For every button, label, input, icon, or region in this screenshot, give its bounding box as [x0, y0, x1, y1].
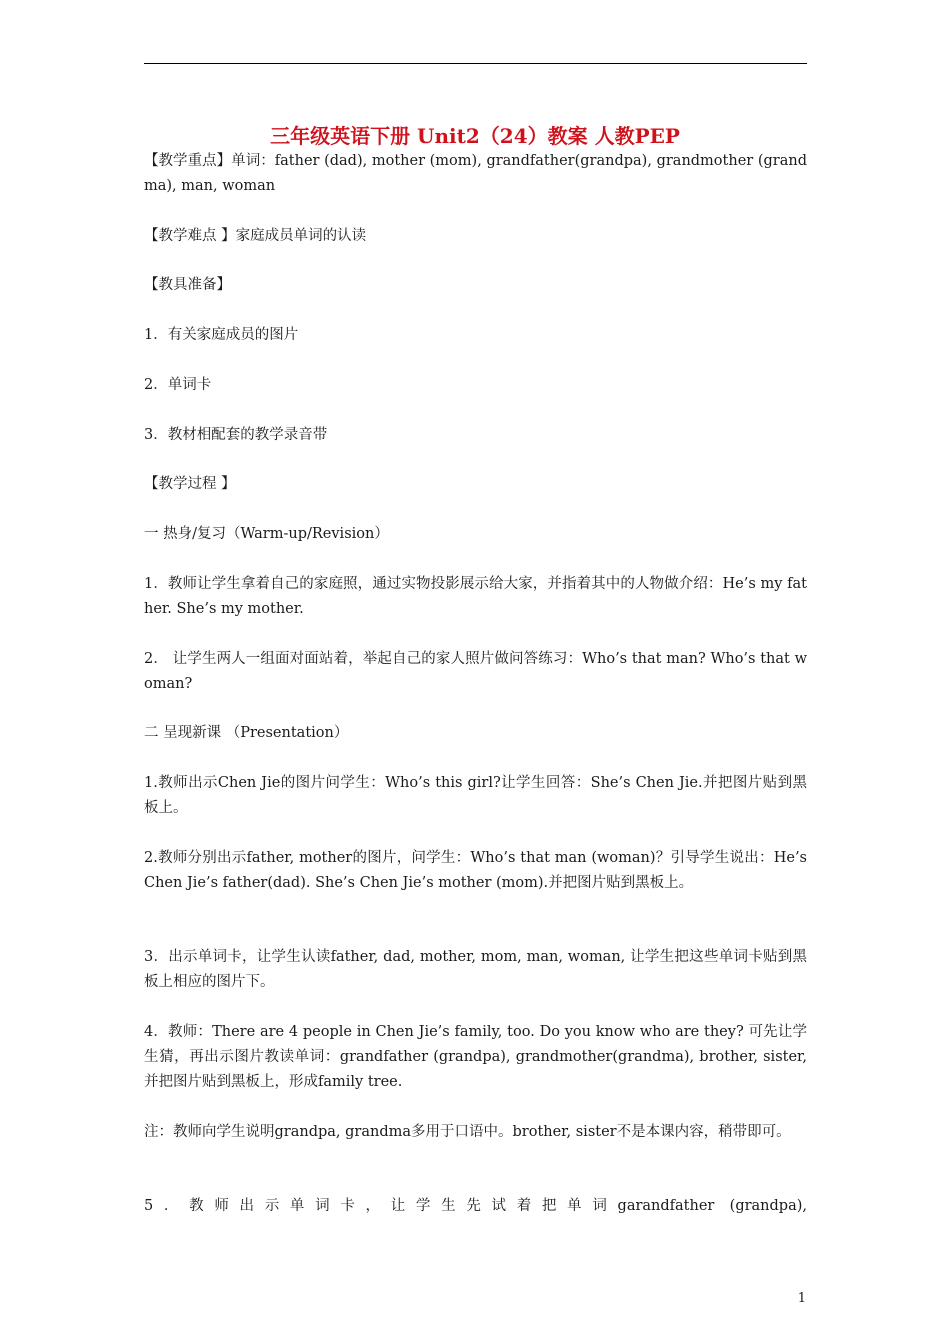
paragraph-presentation-3: 3．出示单词卡，让学生认读father, dad, mother, mom, man, woman, 让学生把这些单词卡贴到黑板上相应的图片下。 — [144, 949, 807, 990]
header-rule — [144, 63, 807, 64]
paragraph-material-2: 2．单词卡 — [144, 377, 212, 393]
paragraph-presentation-4: 4．教师：There are 4 people in Chen Jie’s family, too. Do you know who are they? 可先让学生猜，再出示图片教读单词：grandfather (grandpa), grandmother(grandma), brother, sister, 并把图片贴到黑板上，形成family tree. — [144, 1024, 807, 1090]
document-title: 三年级英语下册 Unit2（24）教案 人教PEP — [270, 124, 680, 148]
paragraph-presentation-1: 1.教师出示Chen Jie的图片问学生：Who’s this girl?让学生回答：She’s Chen Jie.并把图片贴到黑板上。 — [144, 775, 807, 816]
paragraph-note: 注：教师向学生说明grandpa, grandma多用于口语中。brother, sister不是本课内容，稍带即可。 — [144, 1124, 791, 1140]
paragraph-material-3: 3．教材相配套的教学录音带 — [144, 427, 328, 443]
paragraph-process-heading: 【教学过程 】 — [144, 476, 236, 492]
paragraph-warmup-2: 2． 让学生两人一组面对面站着，举起自己的家人照片做问答练习：Who’s that man? Who’s that woman? — [144, 651, 807, 692]
paragraph-material-1: 1．有关家庭成员的图片 — [144, 327, 299, 343]
paragraph-presentation-2: 2.教师分别出示father, mother的图片，问学生：Who’s that man (woman)？引导学生说出：He’s Chen Jie’s father(dad). She’s Chen Jie’s mother (mom).并把图片贴到黑板上。 — [144, 850, 807, 891]
paragraph-warmup-1: 1．教师让学生拿着自己的家庭照，通过实物投影展示给大家，并指着其中的人物做介绍：He’s my father. She’s my mother. — [144, 576, 807, 617]
paragraph-presentation-5: 5．教师出示单词卡，让学生先试着把单词garandfather (grandpa), — [144, 1198, 807, 1214]
paragraph-warmup-heading: 一 热身/复习（Warm-up/Revision） — [144, 526, 389, 542]
paragraph-teaching-focus: 【教学重点】单词：father (dad), mother (mom), grandfather(grandpa), grandmother (grandma), man, woman — [144, 153, 807, 194]
paragraph-materials-heading: 【教具准备】 — [144, 277, 231, 293]
paragraph-teaching-difficulty: 【教学难点 】家庭成员单词的认读 — [144, 228, 367, 244]
paragraph-presentation-heading: 二 呈现新课 （Presentation） — [144, 725, 349, 741]
page-number: 1 — [797, 1291, 806, 1306]
